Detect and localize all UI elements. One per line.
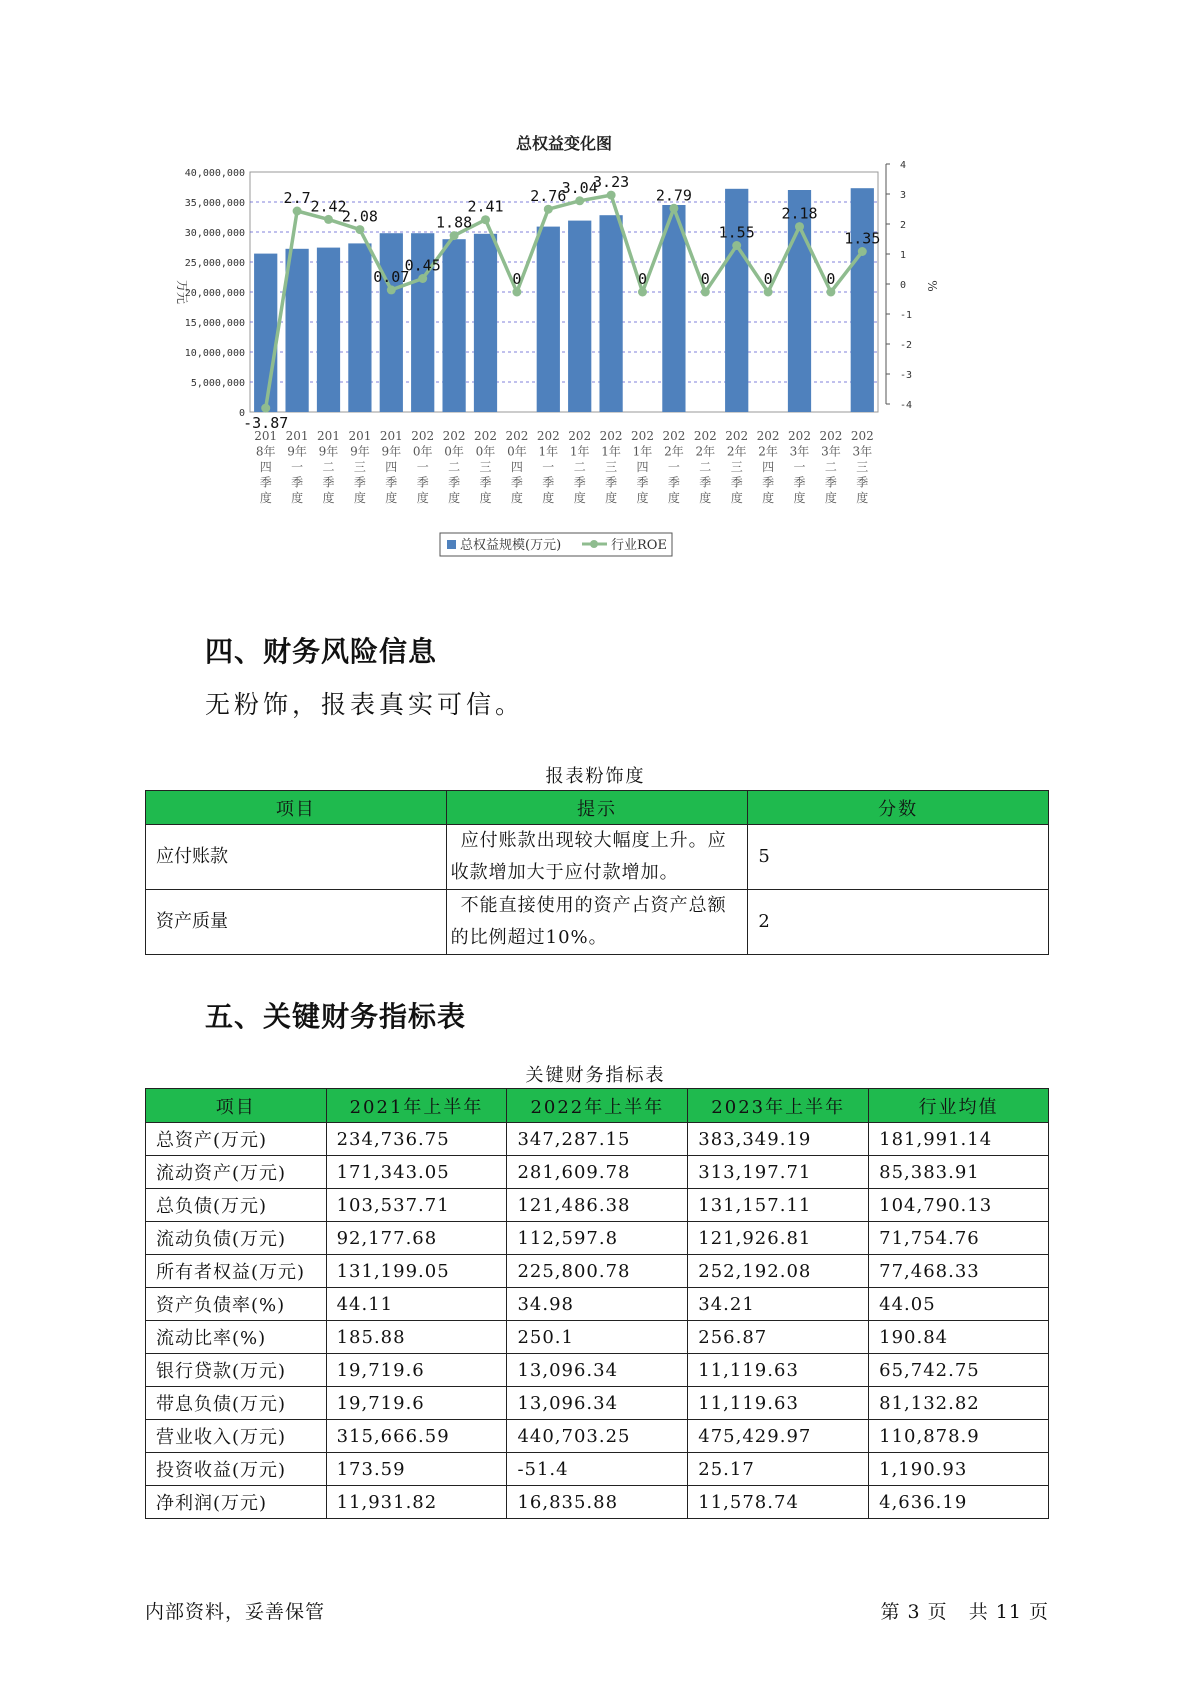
table-cell: 流动资产(万元) [146,1156,327,1189]
table-cell: 440,703.25 [507,1420,688,1453]
table-row [146,1453,1049,1486]
roe-data-label: 2.42 [310,197,347,216]
kpi-table [145,1088,1049,1519]
roe-point [638,288,647,297]
roe-data-label: 2.76 [530,187,567,206]
roe-data-label: 0.45 [404,256,441,275]
roe-data-label: 0.07 [373,267,410,286]
roe-data-label: 1.88 [436,213,473,232]
bar [851,188,874,412]
x-tick-label: 202 0年四季度 [505,429,529,505]
table-cell: 银行贷款(万元) [146,1354,327,1387]
roe-data-label: 3.04 [561,178,598,197]
x-tick-label: 202 1年三季度 [599,429,623,505]
header-cell: 2021年上半年 [326,1089,507,1123]
equity-chart [170,135,1020,600]
table-cell: 347,287.15 [507,1123,688,1156]
table-cell: 252,192.08 [688,1255,869,1288]
table-cell: 383,349.19 [688,1123,869,1156]
y-tick-label: 35,000,000 [184,198,245,209]
kpi-table-caption: 关键财务指标表 [525,1065,666,1086]
bar [348,243,371,412]
table-row [146,1123,1049,1156]
x-tick-label: 202 1年二季度 [568,429,592,505]
roe-data-label: 2.18 [781,204,818,223]
table-cell: 250.1 [507,1321,688,1354]
table-cell: 25.17 [688,1453,869,1486]
table-cell: 92,177.68 [326,1222,507,1255]
table-cell: 103,537.71 [326,1189,507,1222]
x-tick-label: 202 1年四季度 [631,429,654,505]
roe-point [261,404,270,413]
table-cell: 投资收益(万元) [146,1453,327,1486]
y2-tick-label: 1 [900,250,907,261]
table-row [146,1354,1049,1387]
roe-point [355,225,364,234]
y-tick-label: 30,000,000 [184,228,245,239]
table-cell: 资产负债率(%) [146,1288,327,1321]
table-cell: 112,597.8 [507,1222,688,1255]
table-row [146,1486,1049,1519]
table-cell: 77,468.33 [869,1255,1049,1288]
y-tick-label: 40,000,000 [184,168,245,179]
roe-data-label: 0 [637,270,648,288]
roe-point [450,231,459,240]
roe-data-label: -3.87 [243,414,289,433]
table-cell: 34.98 [507,1288,688,1321]
legend-bar-label: 总权益规模(万元) [460,538,562,553]
x-tick-label: 202 0年三季度 [474,429,497,505]
x-tick-label: 202 3年一季度 [788,429,811,505]
roe-point [324,215,333,224]
table-cell: 313,197.71 [688,1156,869,1189]
header-cell: 2022年上半年 [507,1089,688,1123]
table-cell: 65,742.75 [869,1354,1049,1387]
table-cell: 190.84 [869,1321,1049,1354]
header-cell: 提示 [446,791,748,825]
y-tick-label: 20,000,000 [184,288,245,299]
table-cell: 85,383.91 [869,1156,1049,1189]
x-tick-label: 202 3年二季度 [819,429,843,505]
table-cell: 315,666.59 [326,1420,507,1453]
table-row [146,1255,1049,1288]
equity-chart-svg [170,135,1020,600]
table-cell: 475,429.97 [688,1420,869,1453]
table-cell: 81,132.82 [869,1387,1049,1420]
table-row [146,1189,1049,1222]
table-cell: 234,736.75 [326,1123,507,1156]
header-cell: 分数 [748,791,1049,825]
table-cell: 44.11 [326,1288,507,1321]
table-cell: 34.21 [688,1288,869,1321]
y2-tick-label: 4 [900,160,907,171]
table-cell: 71,754.76 [869,1222,1049,1255]
table-cell: 总资产(万元) [146,1123,327,1156]
x-tick-label: 202 2年一季度 [662,429,686,505]
table-cell: 110,878.9 [869,1420,1049,1453]
roe-data-label: 0 [763,270,773,288]
y-axis-label: 万元 [175,279,189,305]
table-row [146,1387,1049,1420]
y2-tick-label: 2 [900,220,907,231]
table-cell: 资产质量 [146,890,447,955]
roe-data-label: 2.08 [341,207,378,226]
y2-tick-label: -3 [900,370,913,381]
roe-point [826,288,835,297]
table-cell: 流动比率(%) [146,1321,327,1354]
y-tick-label: 25,000,000 [184,258,245,269]
y2-tick-label: 3 [900,190,907,201]
table-cell: 11,119.63 [688,1387,869,1420]
table-header-row [146,791,1049,825]
roe-point [575,196,584,205]
bar [537,227,560,412]
y-tick-label: 10,000,000 [184,348,245,359]
table-row [146,825,1049,890]
roe-point [512,288,521,297]
roe-point [293,207,302,216]
table-row [146,1321,1049,1354]
bar [442,239,465,412]
table-cell: 应付账款 [146,825,447,890]
footer-note: 内部资料，妥善保管 [145,1601,326,1623]
x-tick-label: 201 9年一季度 [285,429,309,505]
table-cell: 19,719.6 [326,1387,507,1420]
bar [380,233,403,412]
roe-data-label: 0 [700,270,710,288]
table-row [146,1222,1049,1255]
bar [599,215,622,412]
y-tick-label: 0 [238,408,245,419]
y2-axis-label: % [925,280,939,292]
y2-tick-label: -2 [900,340,913,351]
x-tick-label: 201 9年三季度 [348,429,372,505]
table-cell: 44.05 [869,1288,1049,1321]
table-cell: 104,790.13 [869,1189,1049,1222]
y-tick-label: 15,000,000 [184,318,245,329]
table-cell: 19,719.6 [326,1354,507,1387]
section4-heading: 四、财务风险信息 [205,635,438,668]
roe-point [858,247,867,256]
table-cell: 净利润(万元) [146,1486,327,1519]
roe-data-label: 2.41 [467,197,504,216]
y2-tick-label: -1 [900,310,913,321]
x-tick-label: 201 8年四季度 [254,429,278,505]
table-cell: 不能直接使用的资产占资产总额的比例超过10%。 [446,890,748,955]
roe-point [732,241,741,250]
bar [474,234,497,412]
page-number: 第 3 页 共 11 页 [880,1601,1049,1623]
legend-bar-swatch [447,540,456,549]
y2-tick-label: 0 [900,280,907,291]
table-row [146,890,1049,955]
bar [725,189,748,412]
table-cell: 121,926.81 [688,1222,869,1255]
table-header-row [146,1089,1049,1123]
table-row [146,1288,1049,1321]
table-cell: 11,578.74 [688,1486,869,1519]
table-row [146,1156,1049,1189]
table-cell: 11,119.63 [688,1354,869,1387]
table-cell: 总负债(万元) [146,1189,327,1222]
table-cell: 营业收入(万元) [146,1420,327,1453]
roe-point [607,191,616,200]
roe-data-label: 0 [512,270,522,288]
bar [317,248,340,412]
x-tick-label: 202 2年三季度 [725,429,749,505]
table-cell: 2 [748,890,1049,955]
y2-tick-label: -4 [900,400,913,411]
table-cell: 225,800.78 [507,1255,688,1288]
risk-table [145,790,1049,955]
table-cell: 16,835.88 [507,1486,688,1519]
roe-data-label: 1.35 [844,229,881,248]
section4-text: 无粉饰，报表真实可信。 [205,690,525,719]
table-cell: 181,991.14 [869,1123,1049,1156]
roe-data-label: 1.55 [718,223,755,242]
roe-point [418,274,427,283]
bar [662,205,685,412]
x-tick-label: 202 2年四季度 [756,429,780,505]
table-cell: 131,157.11 [688,1189,869,1222]
header-cell: 项目 [146,1089,327,1123]
table-cell: 13,096.34 [507,1354,688,1387]
risk-table-caption: 报表粉饰度 [545,766,646,787]
table-cell: 171,343.05 [326,1156,507,1189]
table-cell: 281,609.78 [507,1156,688,1189]
roe-point [764,288,773,297]
roe-data-label: 3.23 [593,173,630,192]
table-cell: 131,199.05 [326,1255,507,1288]
table-cell: -51.4 [507,1453,688,1486]
x-tick-label: 202 1年一季度 [536,429,560,505]
table-cell: 1,190.93 [869,1453,1049,1486]
roe-data-label: 0 [826,270,836,288]
table-cell: 4,636.19 [869,1486,1049,1519]
roe-point [795,222,804,231]
bar [568,221,591,412]
x-tick-label: 202 2年二季度 [693,429,717,505]
x-tick-label: 201 9年二季度 [317,429,340,505]
y-tick-label: 5,000,000 [190,378,245,389]
roe-point [701,288,710,297]
x-tick-label: 202 3年三季度 [850,429,874,505]
x-tick-label: 202 0年一季度 [411,429,435,505]
table-cell: 应付账款出现较大幅度上升。应收款增加大于应付款增加。 [446,825,748,890]
header-cell: 行业均值 [869,1089,1049,1123]
roe-data-label: 2.7 [283,189,311,207]
roe-point [544,205,553,214]
bar [285,249,308,412]
table-cell: 13,096.34 [507,1387,688,1420]
legend-line-marker [590,540,598,548]
table-cell: 185.88 [326,1321,507,1354]
table-row [146,1420,1049,1453]
header-cell: 项目 [146,791,447,825]
legend-line-label: 行业ROE [611,538,667,553]
table-cell: 流动负债(万元) [146,1222,327,1255]
x-tick-label: 202 0年二季度 [442,429,466,505]
table-cell: 所有者权益(万元) [146,1255,327,1288]
table-cell: 256.87 [688,1321,869,1354]
chart-title: 总权益变化图 [515,135,613,153]
header-cell: 2023年上半年 [688,1089,869,1123]
roe-point [669,204,678,213]
table-cell: 5 [748,825,1049,890]
bar [254,254,277,412]
table-cell: 173.59 [326,1453,507,1486]
roe-data-label: 2.79 [655,186,692,205]
table-cell: 121,486.38 [507,1189,688,1222]
roe-point [481,215,490,224]
x-tick-label: 201 9年四季度 [379,429,403,505]
table-cell: 带息负债(万元) [146,1387,327,1420]
roe-point [387,285,396,294]
section5-heading: 五、关键财务指标表 [205,1000,467,1033]
table-cell: 11,931.82 [326,1486,507,1519]
